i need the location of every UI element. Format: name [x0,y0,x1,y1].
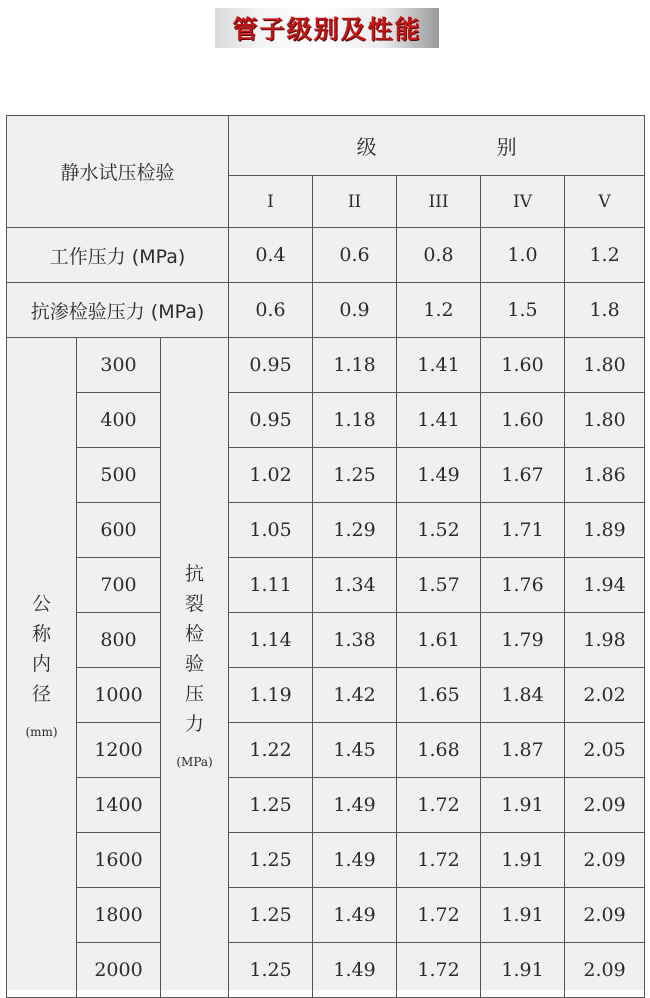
crack-pressure-value: 1.91 [481,888,565,943]
diameter-unit: (mm) [25,724,58,739]
crack-pressure-label-char: 压 [185,682,205,705]
crack-pressure-value: 1.84 [481,668,565,723]
crack-pressure-value: 1.41 [397,393,481,448]
diameter-value: 1400 [77,778,161,833]
table-row [7,943,645,998]
crack-pressure-value: 2.05 [565,723,645,778]
working-pressure-value: 1.0 [481,228,565,283]
diameter-label-char: 公 [31,592,51,615]
working-pressure-value: 0.4 [229,228,313,283]
test-label: 静水试压检验 [60,162,175,184]
diameter-value: 800 [77,613,161,668]
crack-pressure-label-char: 力 [185,712,205,735]
crack-pressure-value: 1.57 [397,558,481,613]
table-row [7,723,645,778]
crack-pressure-value: 1.80 [565,393,645,448]
crack-pressure-unit: (MPa) [176,754,213,769]
seepage-pressure-value: 0.6 [229,283,313,338]
diameter-label-cell [7,338,77,998]
table-row [7,888,645,943]
crack-pressure-value: 2.09 [565,833,645,888]
crack-pressure-value: 1.38 [313,613,397,668]
table-row [7,668,645,723]
diameter-label-char: 径 [31,682,51,705]
crack-pressure-value: 1.02 [229,448,313,503]
diameter-label-char: 称 [31,622,51,645]
seepage-pressure-label: 抗渗检验压力 (MPa) [7,283,229,338]
crack-pressure-value: 1.41 [397,338,481,393]
page-title: 管子级别及性能 [232,15,422,44]
crack-pressure-value: 1.05 [229,503,313,558]
crack-pressure-value: 1.86 [565,448,645,503]
crack-pressure-value: 1.60 [481,338,565,393]
crack-pressure-value: 1.71 [481,503,565,558]
crack-pressure-value: 1.19 [229,668,313,723]
crack-pressure-value: 1.14 [229,613,313,668]
crack-pressure-label-char: 检 [185,622,205,645]
diameter-value: 1200 [77,723,161,778]
crack-pressure-value: 0.95 [229,338,313,393]
seepage-pressure-value: 1.5 [481,283,565,338]
crack-pressure-value: 1.76 [481,558,565,613]
grade-col-header: III [397,176,481,228]
crack-pressure-value: 1.67 [481,448,565,503]
crack-pressure-value: 1.11 [229,558,313,613]
table-row [7,833,645,888]
table-row [7,778,645,833]
crack-pressure-value: 1.45 [313,723,397,778]
table-row [7,448,645,503]
working-pressure-value: 1.2 [565,228,645,283]
seepage-pressure-value: 1.8 [565,283,645,338]
crack-pressure-value: 1.98 [565,613,645,668]
crack-pressure-value: 2.09 [565,888,645,943]
crack-pressure-value: 1.91 [481,778,565,833]
diameter-value: 400 [77,393,161,448]
crack-pressure-value: 1.72 [397,943,481,998]
diameter-value: 300 [77,338,161,393]
crack-pressure-value: 1.91 [481,943,565,998]
crack-pressure-value: 1.25 [229,888,313,943]
pipe-grade-table [6,115,645,998]
crack-pressure-value: 1.49 [313,778,397,833]
grade-header-char-2: 别 [496,135,517,159]
diameter-value: 2000 [77,943,161,998]
crack-pressure-value: 1.18 [313,393,397,448]
grade-col-header: V [565,176,645,228]
crack-pressure-value: 1.72 [397,778,481,833]
crack-pressure-value: 2.09 [565,943,645,998]
crack-pressure-value: 1.25 [229,833,313,888]
table-row [7,613,645,668]
diameter-label-char: 内 [31,652,51,675]
crack-pressure-value: 1.25 [229,778,313,833]
seepage-pressure-value: 1.2 [397,283,481,338]
seepage-pressure-value: 0.9 [313,283,397,338]
crack-pressure-value: 1.91 [481,833,565,888]
crack-pressure-value: 1.29 [313,503,397,558]
diameter-value: 600 [77,503,161,558]
crack-pressure-label-char: 抗 [185,562,205,585]
crack-pressure-value: 1.22 [229,723,313,778]
grade-header-cell [229,116,645,176]
title-banner [215,8,439,48]
table-row [7,558,645,613]
crack-pressure-value: 1.87 [481,723,565,778]
crack-pressure-label-cell [161,338,229,998]
crack-pressure-value: 1.65 [397,668,481,723]
test-label-cell [7,116,229,228]
pipe-grade-table-wrapper [6,115,644,990]
working-pressure-value: 0.6 [313,228,397,283]
crack-pressure-value: 0.95 [229,393,313,448]
table-row [7,338,645,393]
crack-pressure-value: 1.25 [313,448,397,503]
crack-pressure-value: 1.42 [313,668,397,723]
crack-pressure-value: 1.49 [313,888,397,943]
crack-pressure-value: 1.79 [481,613,565,668]
crack-pressure-value: 1.60 [481,393,565,448]
crack-pressure-value: 1.34 [313,558,397,613]
crack-pressure-label-char: 验 [185,652,205,675]
table-row [7,393,645,448]
grade-header-char-1: 级 [356,135,377,159]
crack-pressure-value: 1.49 [397,448,481,503]
crack-pressure-label-char: 裂 [185,592,205,615]
crack-pressure-value: 1.49 [313,943,397,998]
working-pressure-value: 0.8 [397,228,481,283]
crack-pressure-value: 1.94 [565,558,645,613]
crack-pressure-value: 1.49 [313,833,397,888]
crack-pressure-value: 1.72 [397,888,481,943]
diameter-value: 1000 [77,668,161,723]
crack-pressure-value: 1.61 [397,613,481,668]
crack-pressure-value: 2.02 [565,668,645,723]
grade-col-header: II [313,176,397,228]
crack-pressure-value: 1.72 [397,833,481,888]
crack-pressure-value: 1.52 [397,503,481,558]
table-row [7,503,645,558]
grade-col-header: IV [481,176,565,228]
working-pressure-label: 工作压力 (MPa) [7,228,229,283]
crack-pressure-value: 1.18 [313,338,397,393]
diameter-value: 1800 [77,888,161,943]
diameter-value: 700 [77,558,161,613]
crack-pressure-value: 1.25 [229,943,313,998]
diameter-value: 500 [77,448,161,503]
crack-pressure-value: 2.09 [565,778,645,833]
crack-pressure-value: 1.80 [565,338,645,393]
crack-pressure-value: 1.68 [397,723,481,778]
crack-pressure-value: 1.89 [565,503,645,558]
grade-col-header: I [229,176,313,228]
diameter-value: 1600 [77,833,161,888]
